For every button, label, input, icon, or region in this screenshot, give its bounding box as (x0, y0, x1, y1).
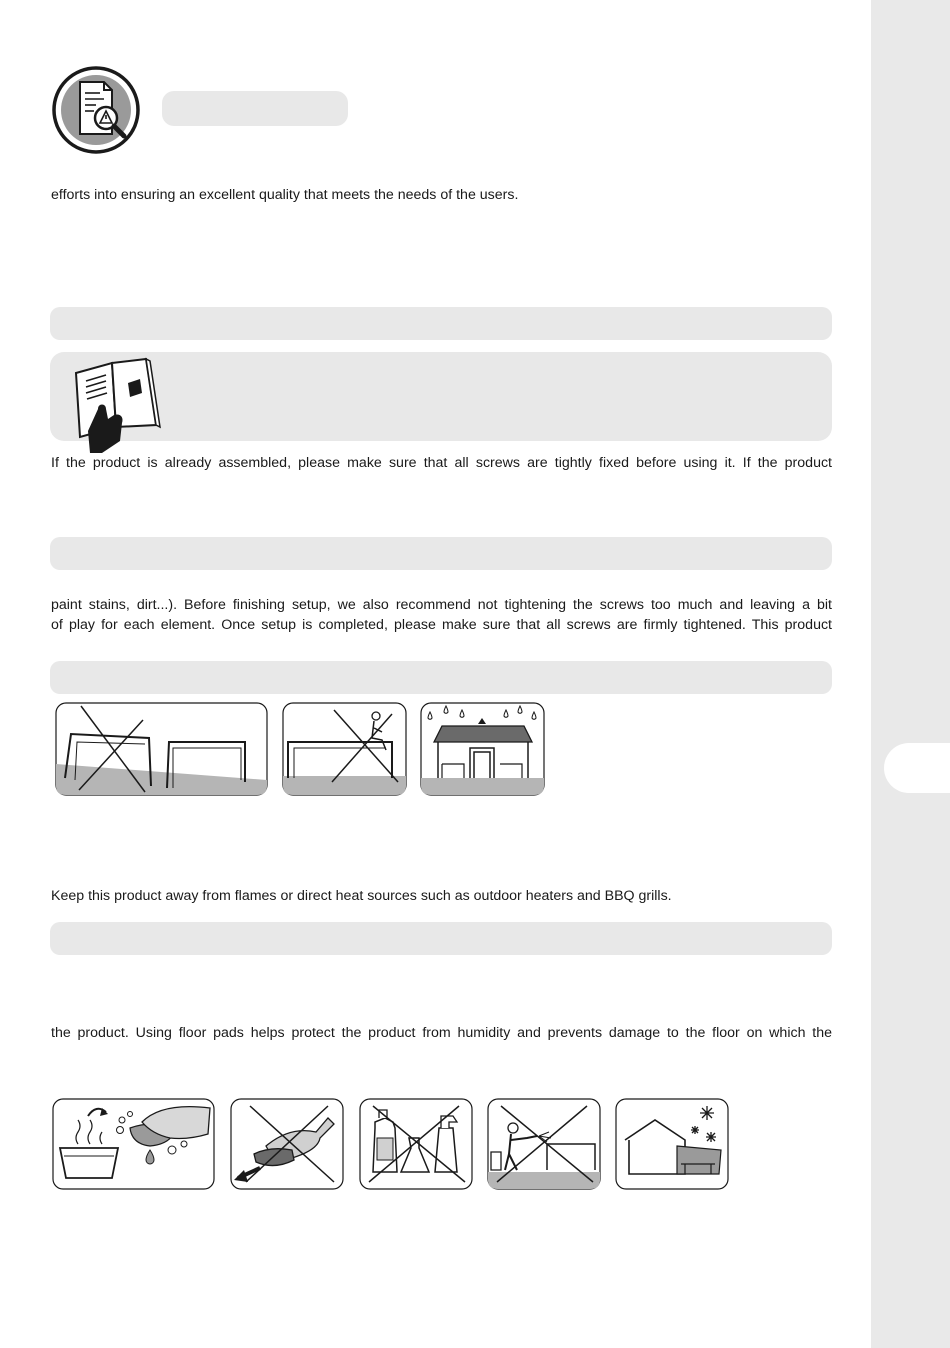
section-bar-2 (50, 537, 832, 570)
no-chemical-cleaners-icon (359, 1098, 473, 1190)
setup-paragraph-line-2: of play for each element. Once setup is completed, please make sure that all screws are firmly tightened. This product (51, 617, 832, 633)
section-bar-1 (50, 307, 832, 340)
floor-pads-paragraph: the product. Using floor pads helps protect the product from humidity and prevents damage to the floor on which the (51, 1025, 832, 1041)
manual-info-box (50, 352, 832, 441)
title-pill (162, 91, 348, 126)
setup-paragraph-line-1: paint stains, dirt...). Before finishing setup, we also recommend not tightening the screws too much and leaving a bit (51, 597, 832, 613)
side-strip (871, 0, 950, 1348)
section-bar-4 (50, 922, 832, 955)
rain-shelter-icon (420, 702, 545, 796)
read-manual-icon (72, 357, 162, 453)
assembly-paragraph: If the product is already assembled, please make sure that all screws are tightly fixed before using it. If the product (51, 455, 832, 471)
section-bar-3 (50, 661, 832, 694)
heat-warning-paragraph: Keep this product away from flames or direct heat sources such as outdoor heaters and BBQ grills. (51, 888, 672, 904)
clean-with-soapy-water-icon (52, 1098, 215, 1190)
no-pressure-washer-icon (487, 1098, 601, 1190)
no-sitting-on-product-icon (282, 702, 407, 796)
side-tab (884, 743, 950, 793)
no-abrasive-scrubber-icon (230, 1098, 344, 1190)
no-uneven-ground-icon (55, 702, 268, 796)
intro-paragraph: efforts into ensuring an excellent quality that meets the needs of the users. (51, 187, 519, 203)
store-indoors-in-winter-icon (615, 1098, 729, 1190)
document-magnifier-warning-icon (52, 66, 140, 154)
